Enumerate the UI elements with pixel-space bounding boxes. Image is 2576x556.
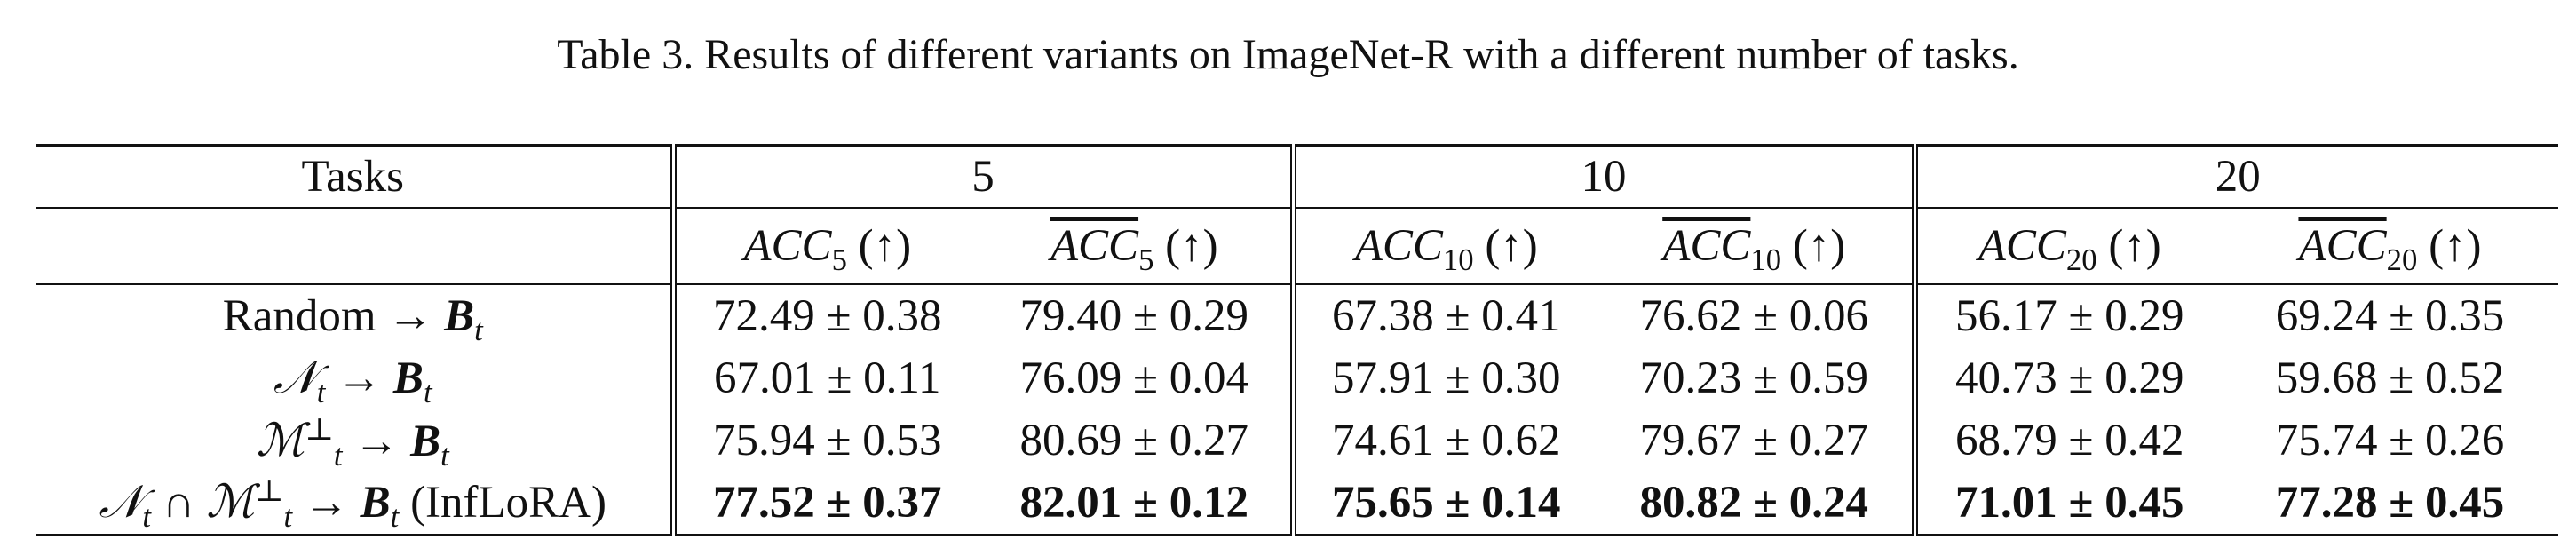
- table-cell: 72.49 ± 0.38: [713, 291, 942, 341]
- table-cell: 79.40 ± 0.29: [979, 284, 1293, 347]
- table-cell: 59.68 ± 0.52: [2275, 353, 2505, 403]
- tasks-header: Tasks: [36, 146, 673, 209]
- group-header-20: 20: [1914, 146, 2558, 209]
- group-header-10: 10: [1293, 146, 1914, 209]
- table-cell: 82.01 ± 0.12: [979, 472, 1293, 536]
- metric-header-avg-acc-5: $\overline{ACC}_5$ (↑): [979, 208, 1293, 284]
- table-cell: 75.74 ± 0.26: [2275, 416, 2505, 465]
- table-row: [36, 284, 2558, 347]
- table-row: [36, 472, 2558, 536]
- table-cell: 67.38 ± 0.41: [1332, 291, 1561, 341]
- variant-null-space: 𝒩$_t$ → $B_t$: [36, 347, 673, 409]
- header-row-metrics: [36, 208, 2558, 284]
- table-caption: Table 3. Results of different variants on ImageNet-R with a different number of tasks.: [557, 31, 2019, 78]
- table-cell: 80.82 ± 0.24: [1597, 472, 1914, 536]
- table-cell: 74.61 ± 0.62: [1332, 416, 1561, 465]
- table-cell: 40.73 ± 0.29: [1955, 353, 2184, 403]
- table-cell: 71.01 ± 0.45: [1914, 472, 2222, 536]
- table-cell: 57.91 ± 0.30: [1332, 353, 1561, 403]
- metric-header-acc-10: $ACC_{10}$ (↑): [1293, 208, 1597, 284]
- group-header-5: 5: [673, 146, 1293, 209]
- table-cell: 75.94 ± 0.53: [713, 416, 942, 465]
- table-row: [36, 347, 2558, 409]
- table-cell: 77.28 ± 0.45: [2222, 472, 2558, 536]
- table-cell: 79.67 ± 0.27: [1597, 409, 1914, 472]
- metric-header-acc-20: $ACC_{20}$ (↑): [1914, 208, 2222, 284]
- results-table: [36, 144, 2558, 536]
- metric-header-acc-5: $ACC_5$ (↑): [673, 208, 979, 284]
- table-cell: 68.79 ± 0.42: [1955, 416, 2184, 465]
- table-cell: 70.23 ± 0.59: [1597, 347, 1914, 409]
- table-cell: 76.62 ± 0.06: [1597, 284, 1914, 347]
- table-cell: 77.52 ± 0.37: [673, 472, 979, 536]
- variant-orthogonal-space: ℳ⊥$_t$ → $B_t$: [36, 409, 673, 472]
- variant-inflora: 𝒩$_t$ ∩ ℳ⊥$_t$ → $B_t$ (InfLoRA): [36, 472, 673, 536]
- table-cell: 56.17 ± 0.29: [1955, 291, 2184, 341]
- metric-header-avg-acc-10: $\overline{ACC}_{10}$ (↑): [1597, 208, 1914, 284]
- variant-random: Random → $B_t$: [36, 284, 673, 347]
- table-cell: 80.69 ± 0.27: [979, 409, 1293, 472]
- table-cell: 69.24 ± 0.35: [2275, 291, 2505, 341]
- table-cell: 76.09 ± 0.04: [979, 347, 1293, 409]
- metric-header-avg-acc-20: $\overline{ACC}_{20}$ (↑): [2222, 208, 2558, 284]
- metrics-row-blank: [36, 208, 673, 284]
- table-cell: 67.01 ± 0.11: [713, 353, 941, 403]
- table-cell: 75.65 ± 0.14: [1293, 472, 1597, 536]
- header-row-groups: [36, 146, 2558, 209]
- table-row: [36, 409, 2558, 472]
